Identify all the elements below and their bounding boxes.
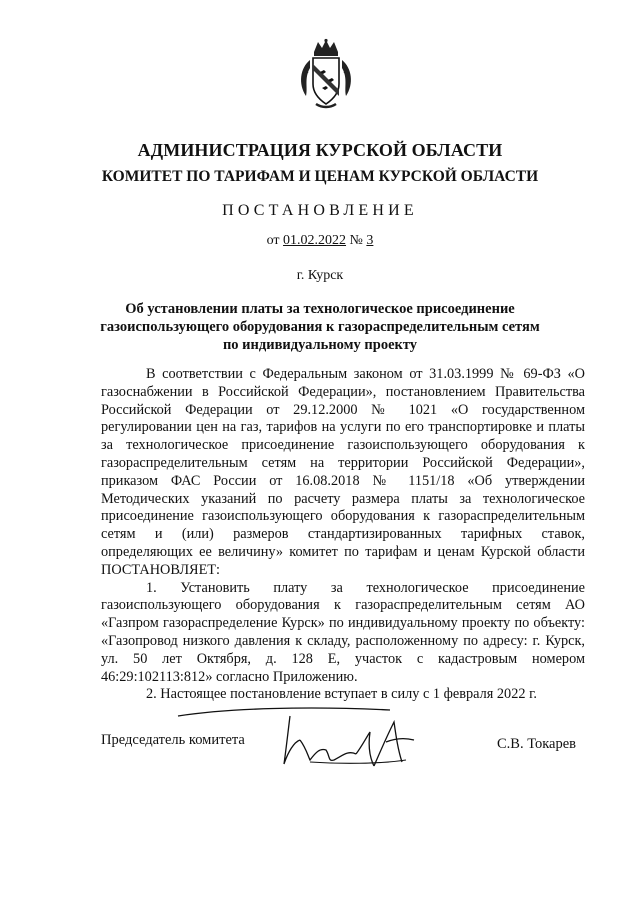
paragraph-item-2: 2. Настоящее постановление вступает в силу с 1 февраля 2022 г.: [146, 686, 537, 703]
number-prefix: №: [349, 233, 363, 248]
document-body: [101, 366, 585, 704]
signatory-name: С.В. Токарев: [497, 736, 577, 752]
document-type: ПОСТАНОВЛЕНИЕ: [222, 202, 418, 219]
date-prefix: от: [266, 233, 280, 248]
signatory-position: Председатель комитета: [101, 732, 245, 748]
kursk-coat-of-arms-icon: [296, 38, 356, 110]
document-number: 3: [366, 233, 374, 248]
date-line: [0, 233, 640, 249]
paragraph-item-1: 1. Установить плату за технологическое присоединение газоиспользующего оборудования к газораспределительным сетям АО «Газпром газораспределение Курск» по индивидуальному проекту по объекту: «Газопровод низкого давления к складу, расположенному по адресу: г. Курск, ул. 50 лет Октября, д. 128 Е, участок с кадастровым номером 46:29:102113:812» согласно Приложению.: [101, 579, 585, 685]
document-title: Об установлении платы за технологическое присоединение газоиспользующего оборудования к газораспределительным сетям по индивидуальному проекту: [100, 301, 540, 353]
city: г. Курск: [296, 268, 344, 283]
organization-title: АДМИНИСТРАЦИЯ КУРСКОЙ ОБЛАСТИ: [137, 140, 503, 160]
committee-title: КОМИТЕТ ПО ТАРИФАМ И ЦЕНАМ КУРСКОЙ ОБЛАСТИ: [101, 168, 539, 185]
document-date: 01.02.2022: [283, 233, 347, 248]
paragraph-preamble: В соответствии с Федеральным законом от 31.03.1999 № 69-ФЗ «О газоснабжении в Российской Федерации», постановлением Правительства Российской Федерации от 29.12.2000 № 1021 «О государственном регулировании цен на газ, тарифов на услуги по его транспортировке и платы за технологическое присоединение газоиспользующего оборудования к газораспределительным сетям на территории Российской Федерации», приказом ФАС России от 16.08.2018 № 1151/18 «Об утверждении Методических указаний по расчету размера платы за технологическое присоединение газоиспользующего оборудования к газораспределительным сетям и (или) размеров стандартизированных тарифных ставок, определяющих ее величину» комитет по тарифам и ценам Курской области ПОСТАНОВЛЯЕТ:: [101, 366, 585, 578]
